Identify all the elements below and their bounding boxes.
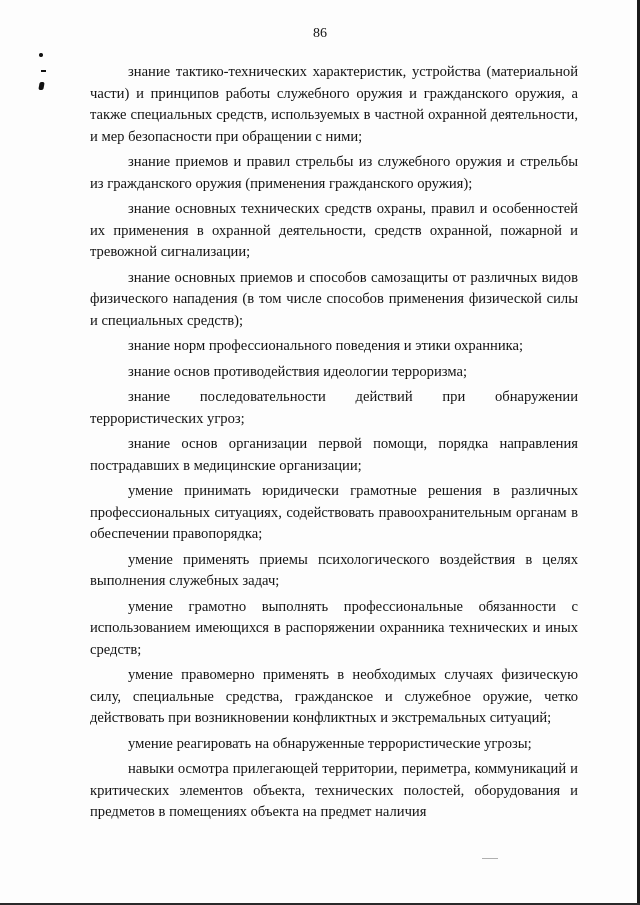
paragraph: знание основных технических средств охраны, правил и особенностей их применения в охранной деятельности, средств охранной, пожарной и тревожной сигнализации; [90,201,578,261]
paragraph: навыки осмотра прилегающей территории, периметра, коммуникаций и критических элементов объекта, технических полостей, оборудования и предметов в помещениях объекта на предмет наличия [90,761,578,821]
paragraph: знание тактико-технических характеристик, устройства (материальной части) и принципов работы служебного оружия и гражданского оружия, а также специальных средств, используемых в частной охранной деятельности, и мер безопасности при обращении с ними; [90,64,578,145]
paragraph: умение грамотно выполнять профессиональные обязанности с использованием имеющихся в распоряжении охранника технических и иных средств; [90,598,578,658]
paragraph: умение правомерно применять в необходимых случаях физическую силу, специальные средства, гражданское и служебное оружие, четко действовать при возникновении конфликтных и экстремальных ситуаций; [90,667,578,727]
punch-mark [41,70,46,72]
page-number: 86 [313,26,327,41]
punch-mark [39,53,43,57]
punch-mark [38,82,44,90]
paragraph: умение реагировать на обнаруженные террористические угрозы; [128,735,532,752]
paragraph: умение принимать юридически грамотные решения в различных профессиональных ситуациях, содействовать правоохранительным органам в обеспечении правопорядка; [90,483,578,543]
document-body [90,62,578,828]
paragraph: знание основных приемов и способов самозащиты от различных видов физического нападения (в том числе способов применения физической силы и специальных средств); [90,269,578,329]
paragraph: знание основ противодействия идеологии терроризма; [128,363,468,380]
paragraph: знание основ организации первой помощи, порядка направления пострадавших в медицинские организации; [90,436,578,474]
paragraph: умение применять приемы психологического воздействия в целях выполнения служебных задач; [90,551,578,590]
paragraph: знание норм профессионального поведения и этики охранника; [128,338,524,355]
paragraph: знание последовательности действий при обнаружении террористических угроз; [90,389,578,427]
paragraph: знание приемов и правил стрельбы из служебного оружия и стрельбы из гражданского оружия (применения гражданского оружия); [90,154,578,192]
scan-artifact [482,858,498,859]
